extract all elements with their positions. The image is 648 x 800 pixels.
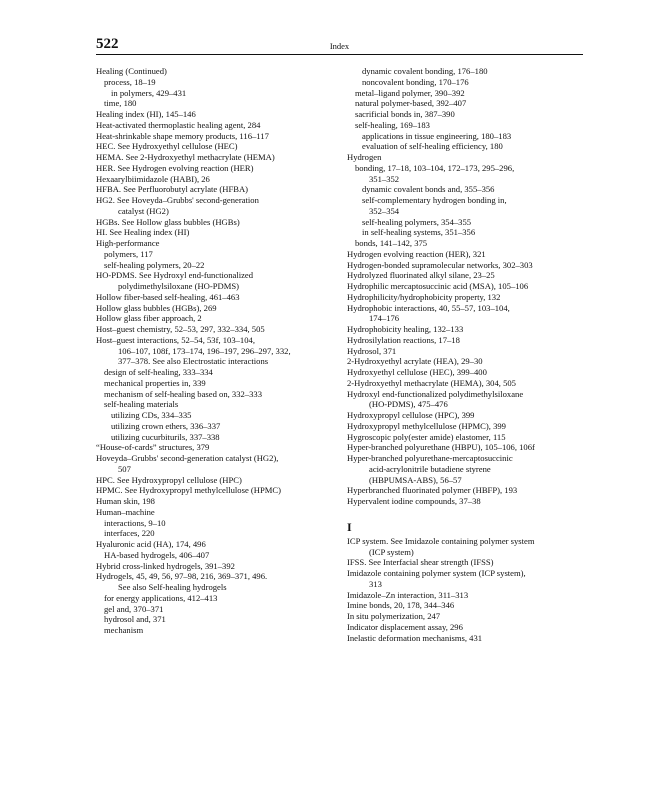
index-subentry: utilizing CDs, 334–335 xyxy=(111,410,192,420)
index-subentry: noncovalent bonding, 170–176 xyxy=(362,76,469,87)
index-subentry: natural polymer-based, 392–407 xyxy=(355,98,467,109)
index-subentry: self-healing polymers, 354–355 xyxy=(362,216,472,227)
index-entry: HI. See Healing index (HI) xyxy=(96,227,190,238)
index-entry: Hollow fiber-based self-healing, 461–463 xyxy=(96,291,240,302)
header-rule xyxy=(96,54,583,55)
index-entry-continuation: 313 xyxy=(369,578,382,589)
index-entry-continuation: (HBPUMSA-ABS), 56–57 xyxy=(369,474,462,485)
index-entry: HPC. See Hydroxypropyl cellulose (HPC) xyxy=(96,474,242,485)
index-subentry: mechanical properties in, 339 xyxy=(104,377,206,388)
index-entry: Hoveyda–Grubbs' second-generation catalyst (HG2), xyxy=(96,453,279,463)
index-entry: HER. See Hydrogen evolving reaction (HER) xyxy=(96,162,254,173)
index-entry: Human–machine xyxy=(96,506,155,517)
index-entry: Hyperbranched fluorinated polymer (HBFP), 193 xyxy=(347,485,518,496)
index-entry-continuation: 507 xyxy=(118,463,131,474)
index-section-letter: I xyxy=(347,519,352,534)
index-entry: Healing index (HI), 145–146 xyxy=(96,109,196,119)
index-entry: HO-PDMS. See Hydroxyl end-functionalized xyxy=(96,270,254,281)
index-entry-continuation: (HO-PDMS), 475–476 xyxy=(369,399,448,410)
index-entry: HPMC. See Hydroxypropyl methylcellulose (HPMC) xyxy=(96,485,281,496)
index-entry: Indicator displacement assay, 296 xyxy=(347,621,463,632)
index-subentry: for energy applications, 412–413 xyxy=(104,592,218,603)
index-subentry: interfaces, 220 xyxy=(104,528,155,539)
page-header xyxy=(96,36,583,56)
index-subentry: evaluation of self-healing efficiency, 180 xyxy=(362,141,503,152)
page-number: 522 xyxy=(96,36,119,52)
index-entry: Imine bonds, 20, 178, 344–346 xyxy=(347,600,455,611)
index-entry-continuation: 106–107, 108f, 173–174, 196–197, 296–297, 332, xyxy=(118,345,291,356)
index-entry-continuation: acid-acrylonitrile butadiene styrene xyxy=(369,463,491,474)
index-entry-continuation: 174–176 xyxy=(369,313,400,324)
index-subentry: dynamic covalent bonds and, 355–356 xyxy=(362,184,495,195)
index-entry-continuation: 377–378. See also Electrostatic interactions xyxy=(118,356,269,367)
index-entry: Hollow glass bubbles (HGBs), 269 xyxy=(96,302,217,313)
index-entry: “House-of-cards” structures, 379 xyxy=(96,442,210,453)
index-subentry: self-healing polymers, 20–22 xyxy=(104,259,205,270)
index-entry: High-performance xyxy=(96,238,160,248)
index-subentry: metal–ligand polymer, 390–392 xyxy=(355,87,465,98)
index-entry: Host–guest interactions, 52–54, 53f, 103–104, xyxy=(96,334,255,345)
index-entry: Hybrid cross-linked hydrogels, 391–392 xyxy=(96,560,235,571)
index-subentry: applications in tissue engineering, 180–183 xyxy=(362,130,512,141)
index-entry: In situ polymerization, 247 xyxy=(347,611,441,621)
index-subentry: bonds, 141–142, 375 xyxy=(355,238,428,248)
index-subentry: in polymers, 429–431 xyxy=(111,87,187,98)
index-entry: Hexaarylbiimidazole (HABI), 26 xyxy=(96,173,210,184)
index-entry: Hydroxyethyl cellulose (HEC), 399–400 xyxy=(347,367,487,377)
index-entry: 2-Hydroxyethyl methacrylate (HEMA), 304, 505 xyxy=(347,377,516,388)
index-entry: Hydroxypropyl cellulose (HPC), 399 xyxy=(347,410,475,420)
index-subentry: mechanism xyxy=(104,625,144,635)
index-entry: Hydrophilic mercaptosuccinic acid (MSA), 105–106 xyxy=(347,281,529,291)
index-entry: Hollow glass fiber approach, 2 xyxy=(96,313,202,324)
index-entry: Hydrolyzed fluorinated alkyl silane, 23–25 xyxy=(347,270,495,281)
index-subentry: gel and, 370–371 xyxy=(104,603,164,614)
index-entry: HEMA. See 2-Hydroxyethyl methacrylate (HEMA) xyxy=(96,152,275,162)
index-entry: Hyper-branched polyurethane-mercaptosuccinic xyxy=(347,453,513,463)
index-entry: Hydrosilylation reactions, 17–18 xyxy=(347,334,460,345)
index-subentry: self-healing materials xyxy=(104,399,179,410)
index-entry: Healing (Continued) xyxy=(96,66,167,76)
running-title: Index xyxy=(329,41,350,51)
index-entry: Heat-shrinkable shape memory products, 116–117 xyxy=(96,130,269,141)
index-subentry: utilizing crown ethers, 336–337 xyxy=(111,420,221,431)
index-subentry: HA-based hydrogels, 406–407 xyxy=(104,549,210,560)
index-subentry: in self-healing systems, 351–356 xyxy=(362,227,476,238)
index-entry: Hydroxyl end-functionalized polydimethylsiloxane xyxy=(347,388,524,399)
index-subentry: time, 180 xyxy=(104,98,137,109)
index-subentry: design of self-healing, 333–334 xyxy=(104,367,213,377)
index-entry-continuation: (ICP system) xyxy=(369,546,414,557)
index-subentry: hydrosol and, 371 xyxy=(104,614,166,625)
index-entry: HG2. See Hoveyda–Grubbs' second-generation xyxy=(96,195,259,205)
index-entry: 2-Hydroxyethyl acrylate (HEA), 29–30 xyxy=(347,356,483,367)
index-entry: IFSS. See Interfacial shear strength (IFSS) xyxy=(347,557,494,568)
index-entry: Hypervalent iodine compounds, 37–38 xyxy=(347,496,481,506)
index-entry-continuation: 352–354 xyxy=(369,205,400,216)
index-entry: Hydrogen-bonded supramolecular networks, 302–303 xyxy=(347,259,533,270)
index-subentry: process, 18–19 xyxy=(104,76,156,87)
index-column-right xyxy=(347,66,587,643)
index-entry: Inelastic deformation mechanisms, 431 xyxy=(347,632,483,643)
index-entry-continuation: See also Self-healing hydrogels xyxy=(118,582,227,592)
index-entry: Hydroxypropyl methylcellulose (HPMC), 399 xyxy=(347,420,506,431)
index-entry: Hydrogen xyxy=(347,152,382,162)
index-subentry: bonding, 17–18, 103–104, 172–173, 295–296, xyxy=(355,162,515,173)
index-entry: Hyper-branched polyurethane (HBPU), 105–106, 106f xyxy=(347,442,535,453)
index-entry: Hyaluronic acid (HA), 174, 496 xyxy=(96,539,206,549)
index-entry-continuation: catalyst (HG2) xyxy=(118,205,169,216)
index-entry: Hydrophilicity/hydrophobicity property, 132 xyxy=(347,291,501,302)
index-entry: Heat-activated thermoplastic healing agent, 284 xyxy=(96,119,261,130)
index-entry: ICP system. See Imidazole containing polymer system xyxy=(347,535,535,546)
index-entry: Hydrogels, 45, 49, 56, 97–98, 216, 369–371, 496. xyxy=(96,571,268,582)
index-entry: Host–guest chemistry, 52–53, 297, 332–334, 505 xyxy=(96,324,265,334)
index-subentry: interactions, 9–10 xyxy=(104,517,166,528)
index-entry: Hydrophobicity healing, 132–133 xyxy=(347,324,464,334)
index-entry: HFBA. See Perfluorobutyl acrylate (HFBA) xyxy=(96,184,249,195)
index-subentry: utilizing cucurbiturils, 337–338 xyxy=(111,431,220,442)
index-entry: Hydrogen evolving reaction (HER), 321 xyxy=(347,248,486,259)
index-entry-continuation: 351–352 xyxy=(369,173,400,184)
index-entry: Imidazole–Zn interaction, 311–313 xyxy=(347,589,469,600)
index-column-left xyxy=(96,66,332,636)
index-entry-continuation: polydimethylsiloxane (HO-PDMS) xyxy=(118,281,240,291)
index-subentry: self-complementary hydrogen bonding in, xyxy=(362,195,507,205)
index-entry: Imidazole containing polymer system (ICP system), xyxy=(347,568,526,578)
index-entry: HEC. See Hydroxyethyl cellulose (HEC) xyxy=(96,141,238,152)
index-subentry: dynamic covalent bonding, 176–180 xyxy=(362,66,488,76)
index-entry: Human skin, 198 xyxy=(96,496,155,506)
index-subentry: self-healing, 169–183 xyxy=(355,119,430,130)
index-entry: HGBs. See Hollow glass bubbles (HGBs) xyxy=(96,216,240,227)
index-entry: Hygroscopic poly(ester amide) elastomer, 115 xyxy=(347,431,506,442)
index-entry: Hydrosol, 371 xyxy=(347,345,397,356)
index-entry: Hydrophobic interactions, 40, 55–57, 103–104, xyxy=(347,302,510,313)
index-subentry: sacrificial bonds in, 387–390 xyxy=(355,109,455,119)
index-subentry: mechanism of self-healing based on, 332–333 xyxy=(104,388,262,399)
index-subentry: polymers, 117 xyxy=(104,248,153,259)
